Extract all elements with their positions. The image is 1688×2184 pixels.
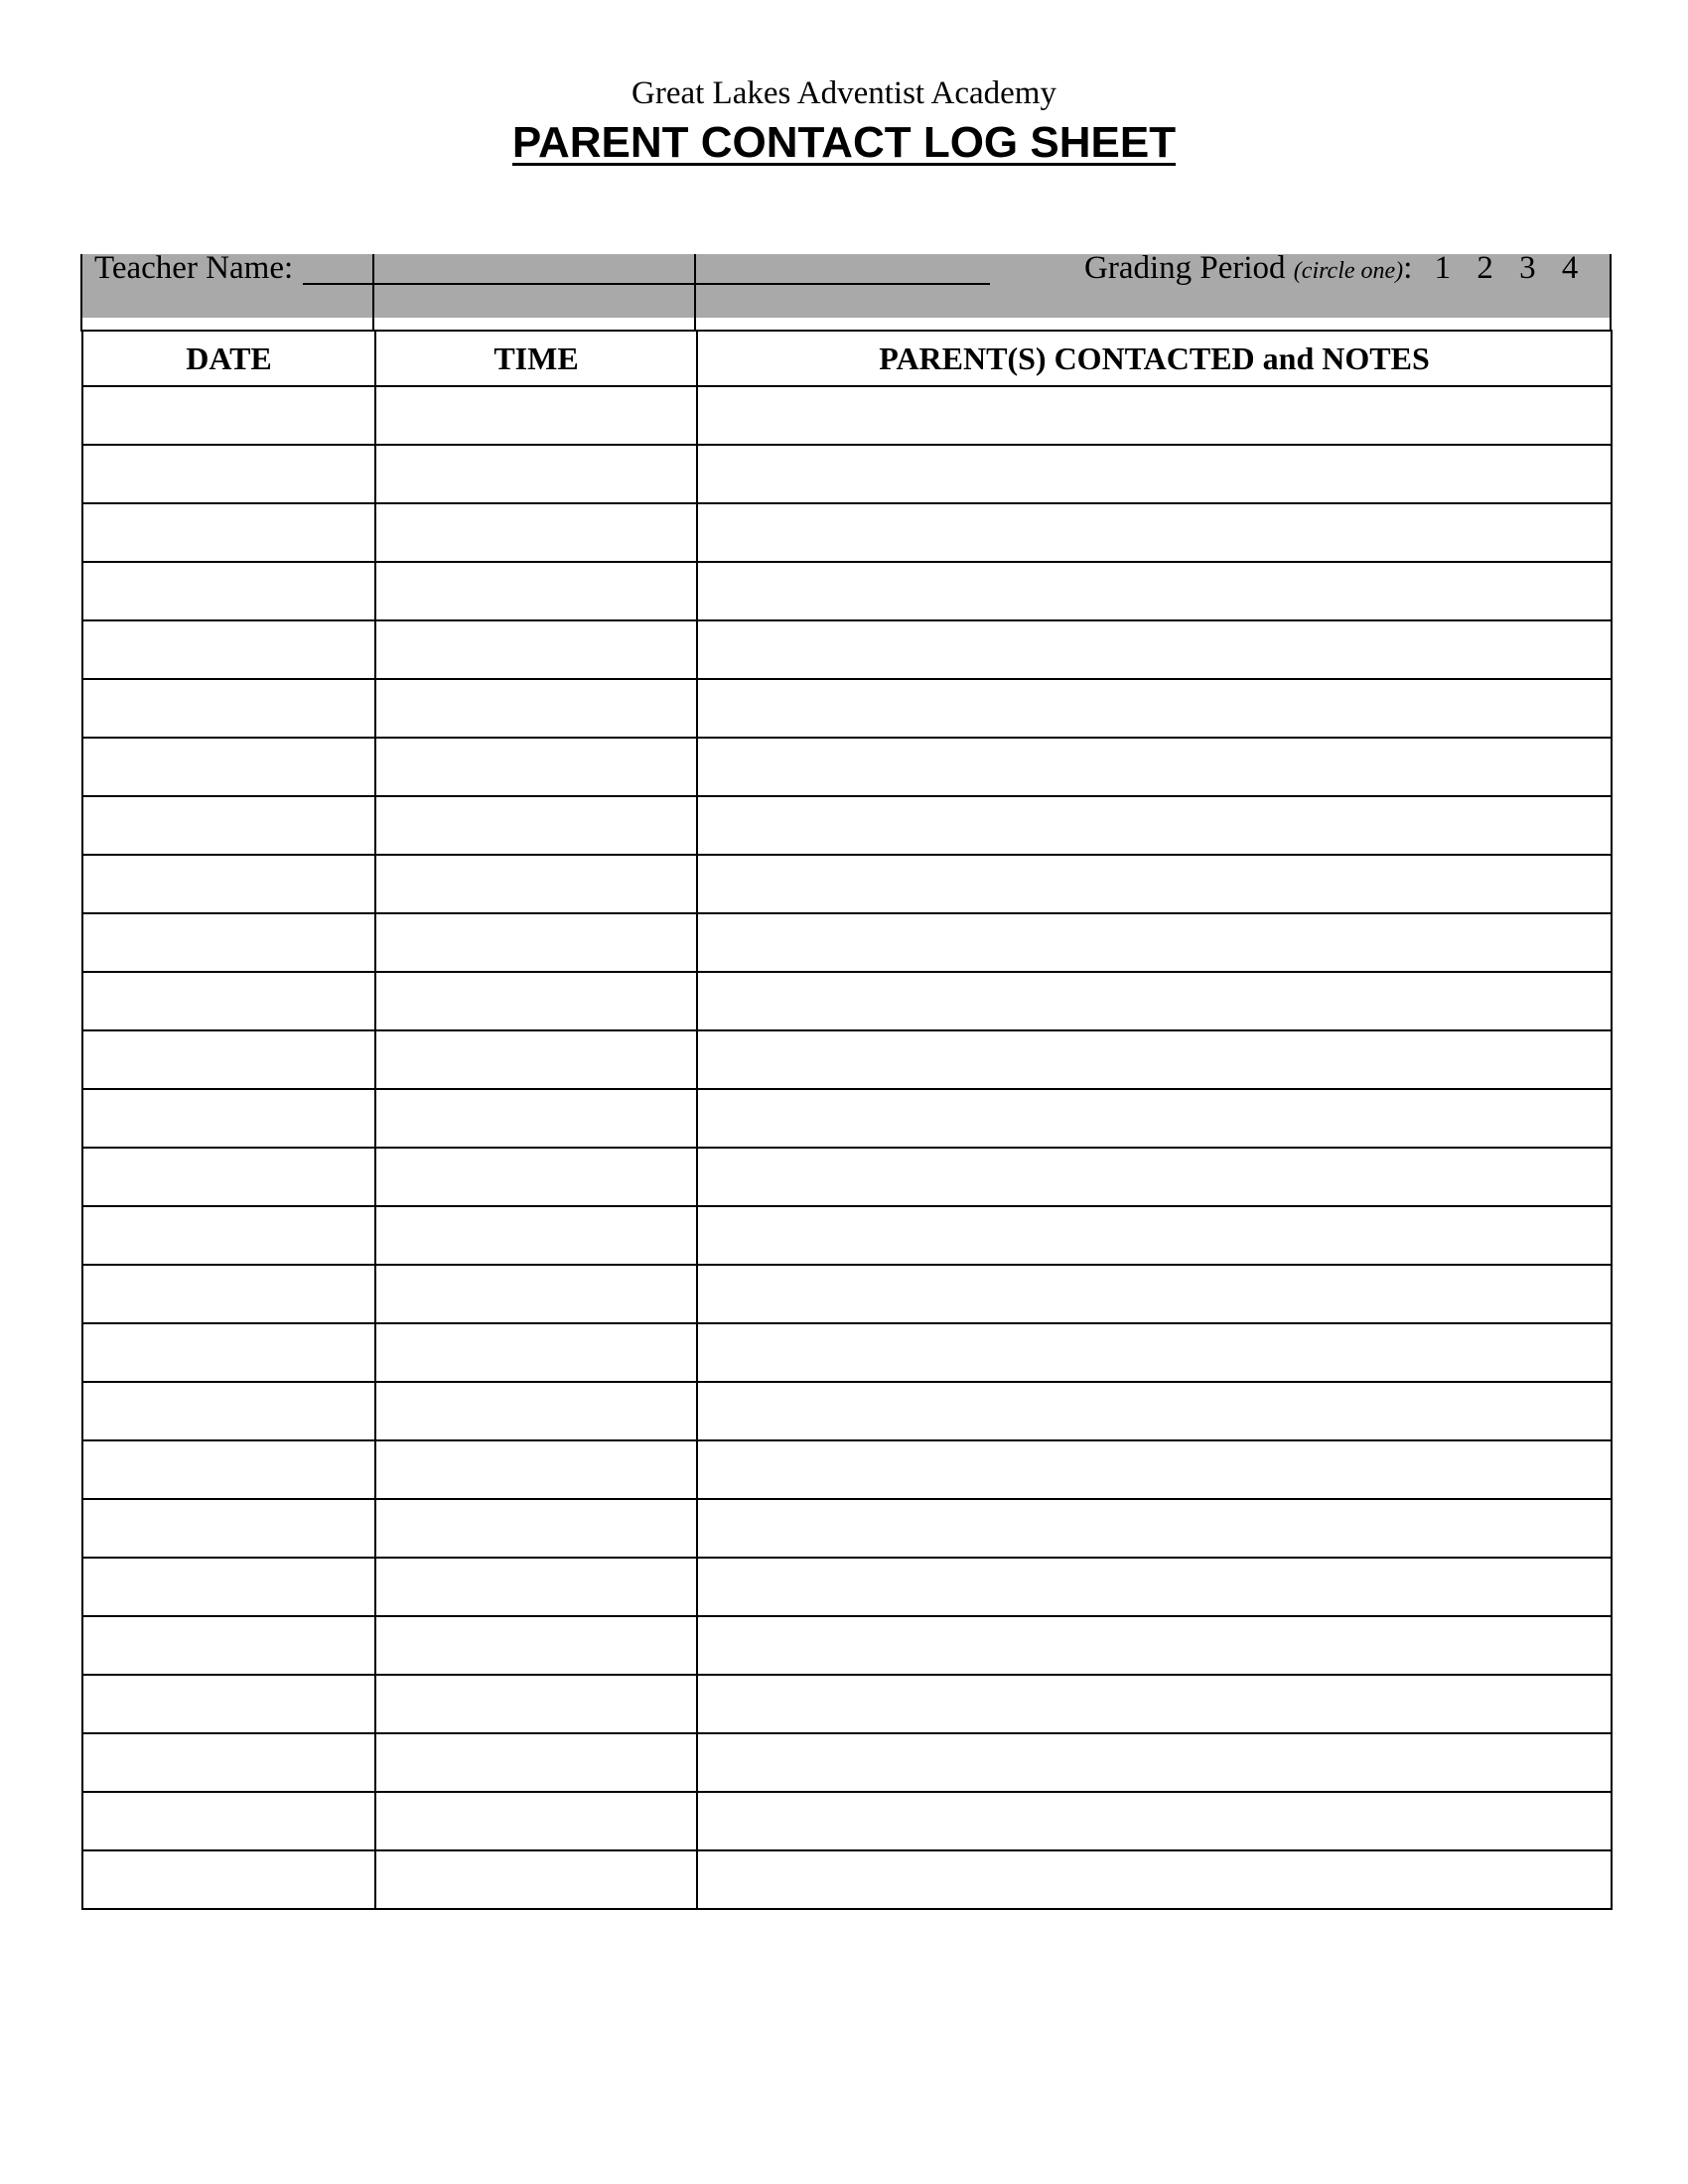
- teacher-name-field[interactable]: [303, 283, 990, 285]
- time-cell[interactable]: [375, 855, 697, 913]
- grading-period-option-2[interactable]: 2: [1477, 250, 1493, 286]
- notes-cell[interactable]: [697, 1733, 1612, 1792]
- table-row: [82, 1265, 1612, 1323]
- date-cell[interactable]: [82, 1440, 375, 1499]
- time-cell[interactable]: [375, 503, 697, 562]
- grading-period-note: (circle one): [1293, 258, 1404, 284]
- table-row: [82, 1499, 1612, 1558]
- grading-period-option-3[interactable]: 3: [1519, 250, 1536, 286]
- notes-cell[interactable]: [697, 1206, 1612, 1265]
- notes-cell[interactable]: [697, 445, 1612, 503]
- table-row: [82, 855, 1612, 913]
- date-cell[interactable]: [82, 1265, 375, 1323]
- time-cell[interactable]: [375, 738, 697, 796]
- notes-cell[interactable]: [697, 1558, 1612, 1616]
- date-cell[interactable]: [82, 620, 375, 679]
- time-cell[interactable]: [375, 1323, 697, 1382]
- column-header-date: DATE: [82, 331, 375, 386]
- time-cell[interactable]: [375, 445, 697, 503]
- table-row: [82, 445, 1612, 503]
- time-cell[interactable]: [375, 679, 697, 738]
- time-cell[interactable]: [375, 1558, 697, 1616]
- time-cell[interactable]: [375, 562, 697, 620]
- notes-cell[interactable]: [697, 796, 1612, 855]
- date-cell[interactable]: [82, 855, 375, 913]
- notes-cell[interactable]: [697, 386, 1612, 445]
- notes-cell[interactable]: [697, 679, 1612, 738]
- notes-cell[interactable]: [697, 620, 1612, 679]
- time-cell[interactable]: [375, 1792, 697, 1850]
- band-divider-date: [372, 254, 374, 332]
- table-row: [82, 796, 1612, 855]
- date-cell[interactable]: [82, 386, 375, 445]
- time-cell[interactable]: [375, 1089, 697, 1148]
- table-row: [82, 1675, 1612, 1733]
- table-row: [82, 1030, 1612, 1089]
- notes-cell[interactable]: [697, 855, 1612, 913]
- time-cell[interactable]: [375, 1148, 697, 1206]
- table-row: [82, 1440, 1612, 1499]
- date-cell[interactable]: [82, 972, 375, 1030]
- date-cell[interactable]: [82, 1499, 375, 1558]
- notes-cell[interactable]: [697, 1499, 1612, 1558]
- band-divider-right: [1610, 254, 1612, 332]
- log-rows: [82, 386, 1612, 1909]
- date-cell[interactable]: [82, 1850, 375, 1909]
- band-divider-left: [80, 254, 82, 332]
- contact-log-table: [81, 330, 1613, 1910]
- notes-cell[interactable]: [697, 738, 1612, 796]
- date-cell[interactable]: [82, 1206, 375, 1265]
- date-cell[interactable]: [82, 1733, 375, 1792]
- notes-cell[interactable]: [697, 503, 1612, 562]
- time-cell[interactable]: [375, 1675, 697, 1733]
- date-cell[interactable]: [82, 1148, 375, 1206]
- table-row: [82, 386, 1612, 445]
- notes-cell[interactable]: [697, 1792, 1612, 1850]
- notes-cell[interactable]: [697, 913, 1612, 972]
- grading-period-option-1[interactable]: 1: [1434, 250, 1452, 286]
- date-cell[interactable]: [82, 1675, 375, 1733]
- date-cell[interactable]: [82, 913, 375, 972]
- notes-cell[interactable]: [697, 1148, 1612, 1206]
- date-cell[interactable]: [82, 1323, 375, 1382]
- grading-period-colon: :: [1403, 250, 1413, 286]
- notes-cell[interactable]: [697, 1323, 1612, 1382]
- date-cell[interactable]: [82, 1792, 375, 1850]
- school-name: Great Lakes Adventist Academy: [632, 75, 1056, 111]
- date-cell[interactable]: [82, 1089, 375, 1148]
- time-cell[interactable]: [375, 972, 697, 1030]
- table-row: [82, 1089, 1612, 1148]
- table-row: [82, 620, 1612, 679]
- table-row: [82, 1148, 1612, 1206]
- table-row: [82, 1206, 1612, 1265]
- date-cell[interactable]: [82, 1616, 375, 1675]
- notes-cell[interactable]: [697, 1030, 1612, 1089]
- page-title: [0, 117, 1688, 169]
- table-row: [82, 1850, 1612, 1909]
- grading-period-option-4[interactable]: 4: [1561, 250, 1579, 286]
- notes-cell[interactable]: [697, 1616, 1612, 1675]
- time-cell[interactable]: [375, 1206, 697, 1265]
- date-cell[interactable]: [82, 503, 375, 562]
- date-cell[interactable]: [82, 445, 375, 503]
- table-row: [82, 972, 1612, 1030]
- page-title-text: PARENT CONTACT LOG SHEET: [511, 118, 1177, 167]
- table-row: [82, 1733, 1612, 1792]
- table-header-row: [82, 331, 1612, 386]
- notes-cell[interactable]: [697, 1850, 1612, 1909]
- notes-cell[interactable]: [697, 1089, 1612, 1148]
- time-cell[interactable]: [375, 620, 697, 679]
- time-cell[interactable]: [375, 1499, 697, 1558]
- table-row: [82, 1558, 1612, 1616]
- notes-cell[interactable]: [697, 1265, 1612, 1323]
- time-cell[interactable]: [375, 1265, 697, 1323]
- time-cell[interactable]: [375, 913, 697, 972]
- date-cell[interactable]: [82, 1558, 375, 1616]
- grading-period: [1084, 248, 1578, 291]
- notes-cell[interactable]: [697, 1675, 1612, 1733]
- table-row: [82, 913, 1612, 972]
- table-row: [82, 1792, 1612, 1850]
- table-row: [82, 562, 1612, 620]
- date-cell[interactable]: [82, 679, 375, 738]
- date-cell[interactable]: [82, 1382, 375, 1440]
- table-row: [82, 679, 1612, 738]
- notes-cell[interactable]: [697, 1440, 1612, 1499]
- time-cell[interactable]: [375, 1030, 697, 1089]
- grading-period-label: Grading Period: [1084, 250, 1286, 286]
- column-header-time: TIME: [375, 331, 697, 386]
- teacher-name-label: Teacher Name:: [94, 250, 294, 286]
- date-cell[interactable]: [82, 796, 375, 855]
- time-cell[interactable]: [375, 1616, 697, 1675]
- table-row: [82, 1382, 1612, 1440]
- notes-cell[interactable]: [697, 972, 1612, 1030]
- date-cell[interactable]: [82, 738, 375, 796]
- date-cell[interactable]: [82, 562, 375, 620]
- time-cell[interactable]: [375, 1382, 697, 1440]
- notes-cell[interactable]: [697, 1382, 1612, 1440]
- time-cell[interactable]: [375, 796, 697, 855]
- time-cell[interactable]: [375, 1733, 697, 1792]
- band-divider-time: [694, 254, 696, 332]
- column-header-notes: PARENT(S) CONTACTED and NOTES: [697, 331, 1612, 386]
- time-cell[interactable]: [375, 1440, 697, 1499]
- time-cell[interactable]: [375, 386, 697, 445]
- notes-cell[interactable]: [697, 562, 1612, 620]
- date-cell[interactable]: [82, 1030, 375, 1089]
- table-row: [82, 503, 1612, 562]
- table-row: [82, 738, 1612, 796]
- time-cell[interactable]: [375, 1850, 697, 1909]
- table-row: [82, 1616, 1612, 1675]
- table-row: [82, 1323, 1612, 1382]
